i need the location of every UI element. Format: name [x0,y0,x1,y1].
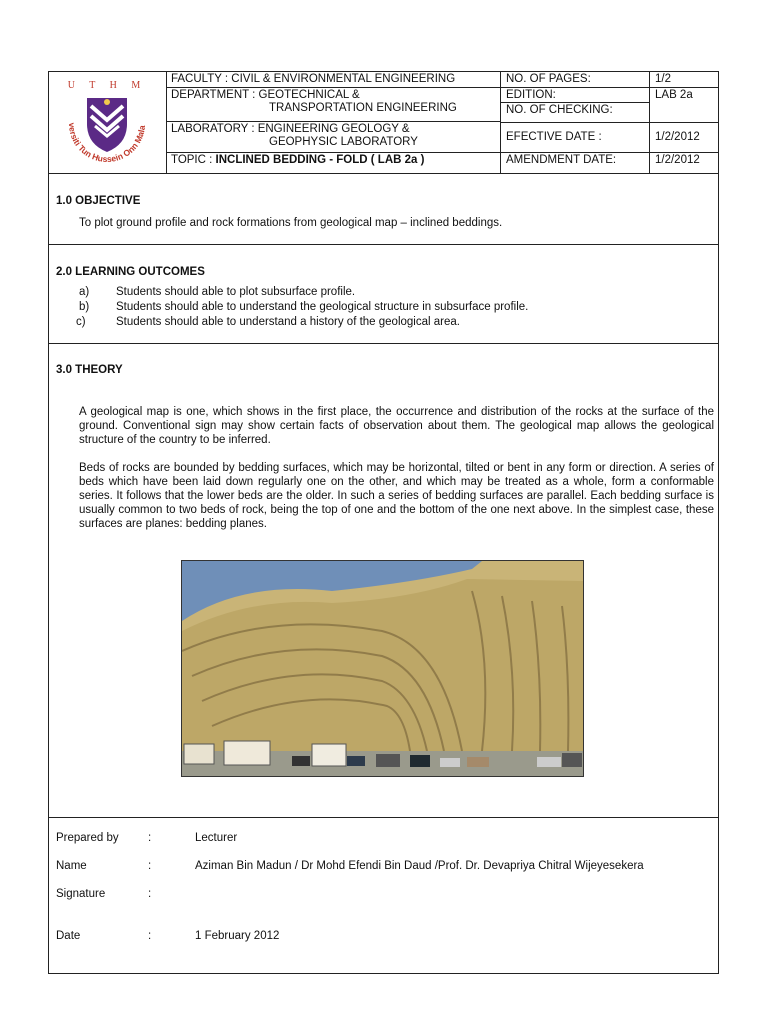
outcome-text: Students should able to plot subsurface profile. [116,286,356,298]
pages-value: 1/2 [655,73,671,85]
edition-value: LAB 2a [655,89,693,101]
colon: : [148,832,152,844]
department-text-2: TRANSPORTATION ENGINEERING [269,102,457,114]
outcomes-title: 2.0 LEARNING OUTCOMES [56,266,205,278]
amendment-value-cell [650,153,718,173]
edition-value-cell [650,88,718,123]
effective-value-cell [650,123,718,153]
edition-label: EDITION: [506,89,556,101]
theory-paragraph-2: Beds of rocks are bounded by bedding surfaces, which may be horizontal, tilted or bent in any form or direction. A series of beds which have been laid down regularly one on the other, and which may be treated as a whole, form a conformable series. It follows that the lower beds are the older. In such a series of bedding surfaces are parallel. Each bedding surface is usually common to two beds of rock, being the top of one and the bottom of the one next above. In the simplest case, these surfaces are planes: bedding planes. [79,462,714,530]
document-frame [48,71,719,974]
theory-title: 3.0 THEORY [56,364,123,376]
checking-label: NO. OF CHECKING: [506,104,613,116]
laboratory-text-1: LABORATORY : ENGINEERING GEOLOGY & [171,123,410,135]
pages-label: NO. OF PAGES: [506,73,591,85]
laboratory-text-2: GEOPHYSIC LABORATORY [269,136,418,148]
theory-paragraph-1: A geological map is one, which shows in the first place, the occurrence and distribution of the rocks at the surface of the ground. Conventional sign may show certain facts of observation about them. The geological map allows the geological structure of the country to be inferred. [79,406,714,446]
logo-ring-text: versiti Tun Hussein Onn Mala [66,122,148,165]
uthm-logo [49,72,167,173]
effective-value: 1/2/2012 [655,131,700,143]
topic-text: INCLINED BEDDING - FOLD ( LAB 2a ) [215,154,425,166]
outcome-text: Students should able to understand a history of the geological area. [116,316,460,328]
name-label: Name [56,860,87,872]
signature-label: Signature [56,888,106,900]
prepared-label: Prepared by [56,832,119,844]
topic-prefix: TOPIC : [171,154,216,166]
pages-value-cell [650,72,718,88]
effective-label: EFECTIVE DATE : [506,131,602,143]
outcomes-section [49,245,718,344]
laboratory-cell [166,122,501,153]
amendment-label: AMENDMENT DATE: [506,154,617,166]
amendment-label-cell [501,153,650,173]
logo-letters: U T H M [67,80,147,91]
objective-text: To plot ground profile and rock formations from geological map – inclined beddings. [79,217,503,229]
faculty-text: FACULTY : CIVIL & ENVIRONMENTAL ENGINEERING [171,73,456,85]
theory-section [49,344,718,818]
outcome-text: Students should able to understand the geological structure in subsurface profile. [116,301,529,313]
colon: : [148,930,152,942]
outcome-mark: b) [79,301,90,313]
outcome-mark: a) [79,286,90,298]
fold-photo [181,560,584,777]
pages-label-cell [501,72,650,88]
colon: : [148,888,152,900]
edition-label-cell [501,88,650,103]
effective-label-cell [501,123,650,153]
name-value: Aziman Bin Madun / Dr Mohd Efendi Bin Daud /Prof. Dr. Devapriya Chitral Wijeyesekera [195,860,644,872]
outcome-mark: c) [76,316,86,328]
header-table [49,72,718,174]
department-text-1: DEPARTMENT : GEOTECHNICAL & [171,89,360,101]
colon: : [148,860,152,872]
date-value: 1 February 2012 [195,930,280,942]
objective-section [49,173,718,245]
faculty-cell [166,72,501,88]
topic-cell [166,153,501,173]
department-cell [166,88,501,122]
prepared-value: Lecturer [195,832,238,844]
amendment-value: 1/2/2012 [655,154,700,166]
checking-label-cell [501,103,650,123]
date-label: Date [56,930,81,942]
objective-title: 1.0 OBJECTIVE [56,195,141,207]
